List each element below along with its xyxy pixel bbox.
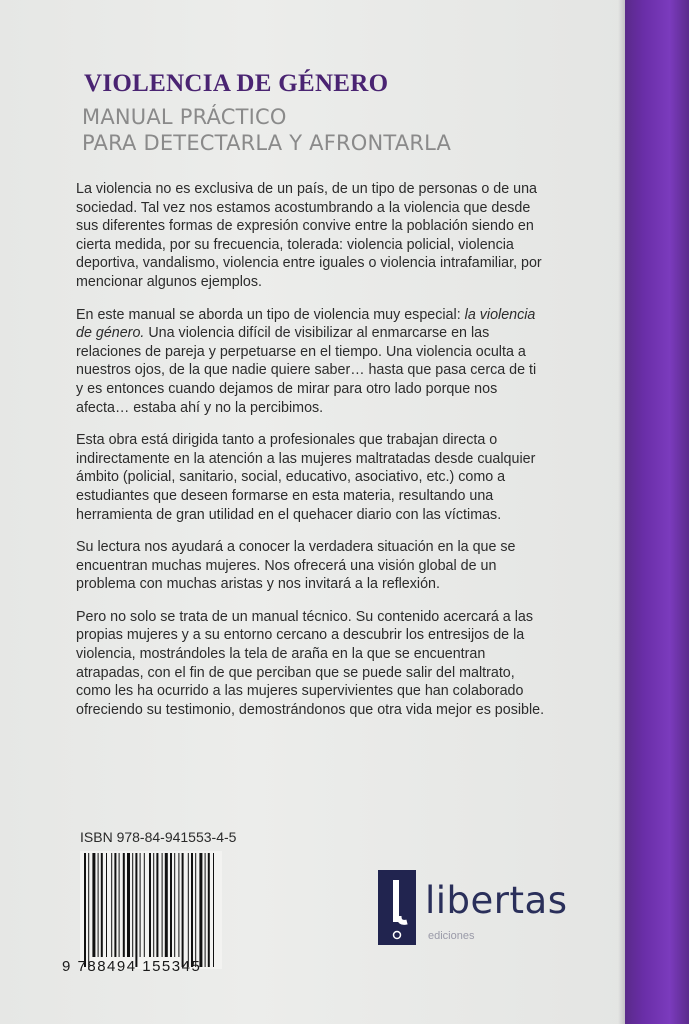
isbn-label: ISBN 978-84-941553-4-5 [80, 829, 237, 845]
subtitle-line-1: MANUAL PRÁCTICO [82, 105, 287, 129]
blurb-paragraph-4: Su lectura nos ayudará a conocer la verdadera situación en la que se encuentran muchas mujeres. Nos ofrecerá una visión global de un problema con muchas aristas y nos invitará a la reflexión. [76, 539, 516, 593]
paragraph-2-emphasis: la violencia de género. [76, 306, 536, 342]
blurb [76, 180, 546, 733]
book-spine [625, 0, 689, 1024]
blurb-paragraph-5: Pero no solo se trata de un manual técnico. Su contenido acercará a las propias mujeres y a su entorno cercano a descubrir los entresijos de la violencia, mostrándoles la tela de araña en la que se encuentran atrapadas, con el fin de que perciban que se puede salir del maltrato, como les ha ocurrido a las mujeres supervivientes que han colaborado ofreciendo su testimonio, demostrándonos que otra vida mejor es posible. [76, 608, 545, 718]
barcode [80, 851, 222, 969]
book-subtitle [82, 104, 451, 156]
publisher-name: libertas [425, 879, 568, 922]
paragraph-2-intro: En este manual se aborda un tipo de violencia muy especial: [76, 306, 465, 323]
paragraph-2-body: Una violencia difícil de visibilizar al enmarcarse en las relaciones de pareja y perpetuarse en el tiempo. Una violencia oculta a nuestros ojos, de la que nadie quiere saber… hasta que pasa cerca de ti y es entonces cuando dejamos de mirar para otro lado porque nos afecta… estaba ahí y no la percibimos. [76, 325, 537, 416]
publisher-subtitle: ediciones [428, 930, 475, 942]
subtitle-line-2: PARA DETECTARLA Y AFRONTARLA [82, 131, 452, 155]
blurb-paragraph-3: Esta obra está dirigida tanto a profesionales que trabajan directa o indirectamente en la atención a las mujeres maltratadas desde cualquier ámbito (policial, sanitario, social, educativo, asociativo, etc.) como a estudiantes que deseen formarse en esta materia, resultando una herramienta de gran utilidad en el quehacer diario con las víctimas. [76, 432, 536, 523]
publisher-logo-icon [378, 870, 416, 945]
book-title: VIOLENCIA DE GÉNERO [84, 70, 389, 97]
barcode-digits: 9 788494 155345 [62, 958, 202, 975]
blurb-paragraph-2 [76, 306, 546, 418]
blurb-paragraph-1: La violencia no es exclusiva de un país, de un tipo de personas o de una sociedad. Tal vez nos estamos acostumbrando a la violencia que desde sus diferentes formas de expresión convive entre la población siendo en cierta medida, por su frecuencia, tolerada: violencia policial, violencia deportiva, vandalismo, violencia entre iguales o violencia intrafamiliar, por mencionar algunos ejemplos. [76, 181, 542, 290]
